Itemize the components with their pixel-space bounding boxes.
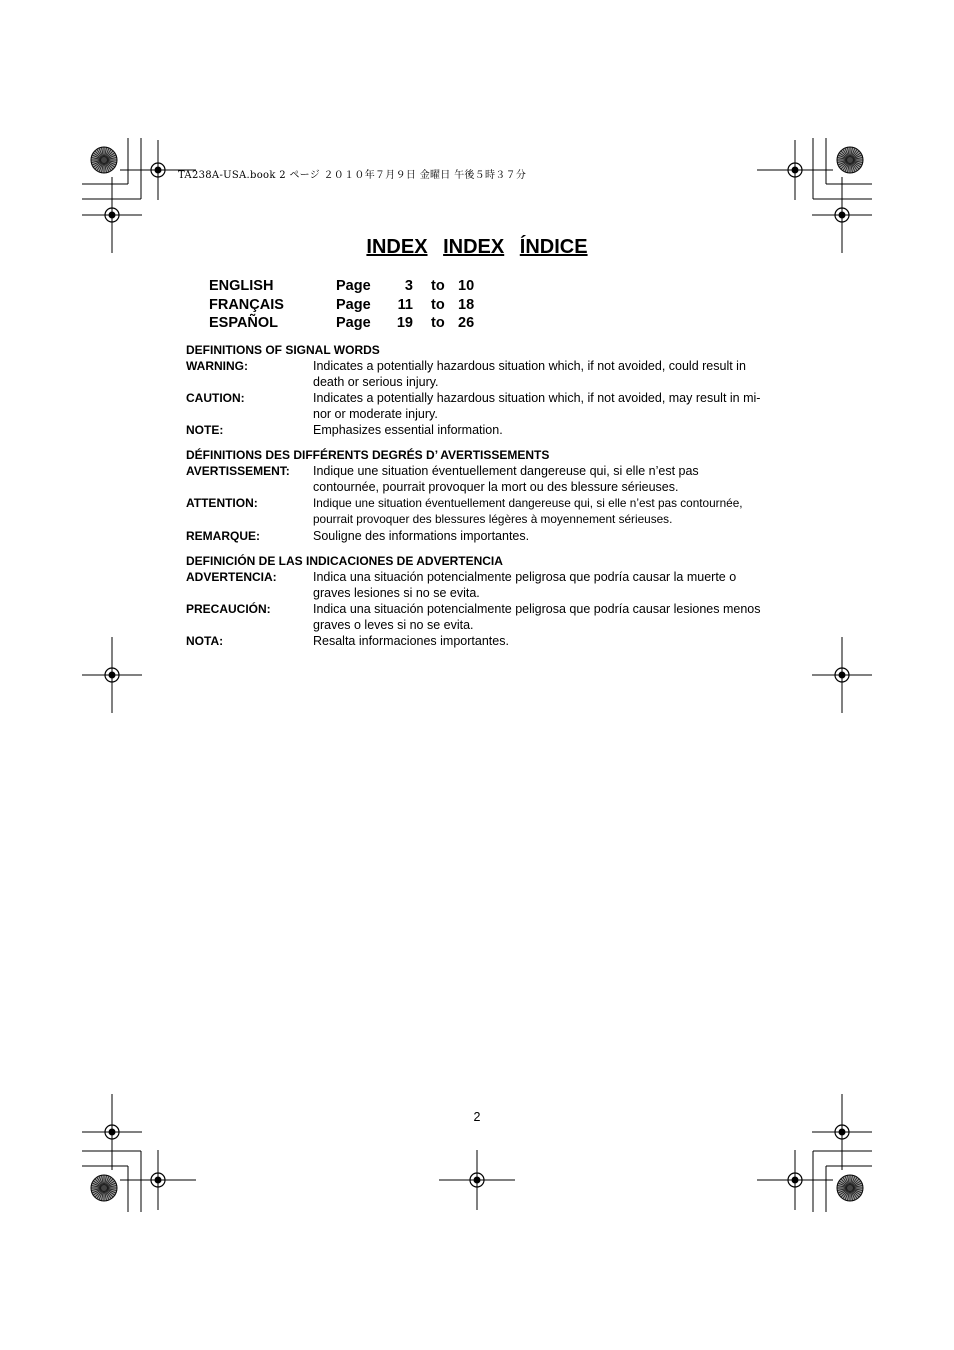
definition-line: Indique une situation éventuellement dangereuse qui, si elle n’est pas contournée,: [313, 496, 743, 510]
section-title-english: DEFINITIONS OF SIGNAL WORDS: [186, 343, 380, 357]
title-index-en: INDEX: [366, 236, 428, 258]
term-remarque: REMARQUE:: [186, 529, 260, 543]
to-label: to: [431, 297, 445, 313]
definition-line: pourrait provoquer des blessures légères à moyennement sérieuses.: [313, 512, 673, 526]
definition-line: Indique une situation éventuellement dangereuse qui, si elle n’est pas: [313, 464, 699, 478]
to-label: to: [431, 278, 445, 294]
title-index-fr: INDEX: [443, 236, 505, 258]
page-number: 2: [473, 1110, 481, 1124]
page-to: 10: [458, 278, 475, 294]
page-from: 19: [396, 315, 413, 331]
definition-line: Resalta informaciones importantes.: [313, 634, 509, 648]
definition-line: contournée, pourrait provoquer la mort ou des blessure sérieuses.: [313, 480, 679, 494]
term-nota: NOTA:: [186, 634, 224, 648]
term-caution: CAUTION:: [186, 391, 245, 405]
page-from: 3: [404, 278, 413, 294]
definition-precaucion: [313, 601, 773, 633]
page-to: 18: [458, 297, 475, 313]
definition-line: Indicates a potentially hazardous situation which, if not avoided, could result in: [313, 359, 746, 373]
title-index-es: ÍNDICE: [519, 236, 588, 258]
page-to: 26: [458, 315, 475, 331]
definition-line: Indica una situación potencialmente peligrosa que podría causar lesiones menos: [313, 602, 761, 616]
definition-line: Emphasizes essential information.: [313, 423, 503, 437]
page-label: Page: [336, 297, 371, 313]
term-attention: ATTENTION:: [186, 496, 258, 510]
print-slug-header: TA238A-USA.book 2 ページ ２０１０年７月９日 金曜日 午後５時３７分: [178, 170, 527, 181]
definition-line: Indicates a potentially hazardous situation which, if not avoided, may result in mi-: [313, 391, 761, 405]
to-label: to: [431, 315, 445, 331]
term-precaucion: PRECAUCIÓN:: [186, 602, 271, 616]
definition-remarque: [313, 528, 773, 544]
definition-warning: [313, 358, 773, 390]
language-name: ENGLISH: [209, 278, 274, 294]
definition-caution: [313, 390, 773, 422]
definition-line: Indica una situación potencialmente peligrosa que podría causar la muerte o: [313, 570, 737, 584]
page-label: Page: [336, 278, 371, 294]
page-from: 11: [397, 297, 413, 313]
page-title: [0, 236, 954, 259]
language-name: FRANÇAIS: [209, 297, 284, 313]
definition-line: nor or moderate injury.: [313, 407, 438, 421]
section-title-spanish: DEFINICIÓN DE LAS INDICACIONES DE ADVERTENCIA: [186, 554, 503, 568]
definition-nota: [313, 633, 773, 649]
definition-line: death or serious injury.: [313, 375, 439, 389]
language-name: ESPAÑOL: [209, 315, 279, 331]
term-avertissement: AVERTISSEMENT:: [186, 464, 290, 478]
term-note: NOTE:: [186, 423, 224, 437]
definition-line: graves o leves si no se evita.: [313, 618, 474, 632]
page-label: Page: [336, 315, 371, 331]
definition-avertissement: [313, 463, 773, 495]
term-advertencia: ADVERTENCIA:: [186, 570, 277, 584]
definition-advertencia: [313, 569, 773, 601]
section-title-french: DÉFINITIONS DES DIFFÉRENTS DEGRÉS D’ AVERTISSEMENTS: [186, 448, 550, 462]
definition-line: Souligne des informations importantes.: [313, 529, 530, 543]
definition-line: graves lesiones si no se evita.: [313, 586, 480, 600]
term-warning: WARNING:: [186, 359, 248, 373]
definition-attention: [313, 495, 773, 527]
definition-note: [313, 422, 773, 438]
